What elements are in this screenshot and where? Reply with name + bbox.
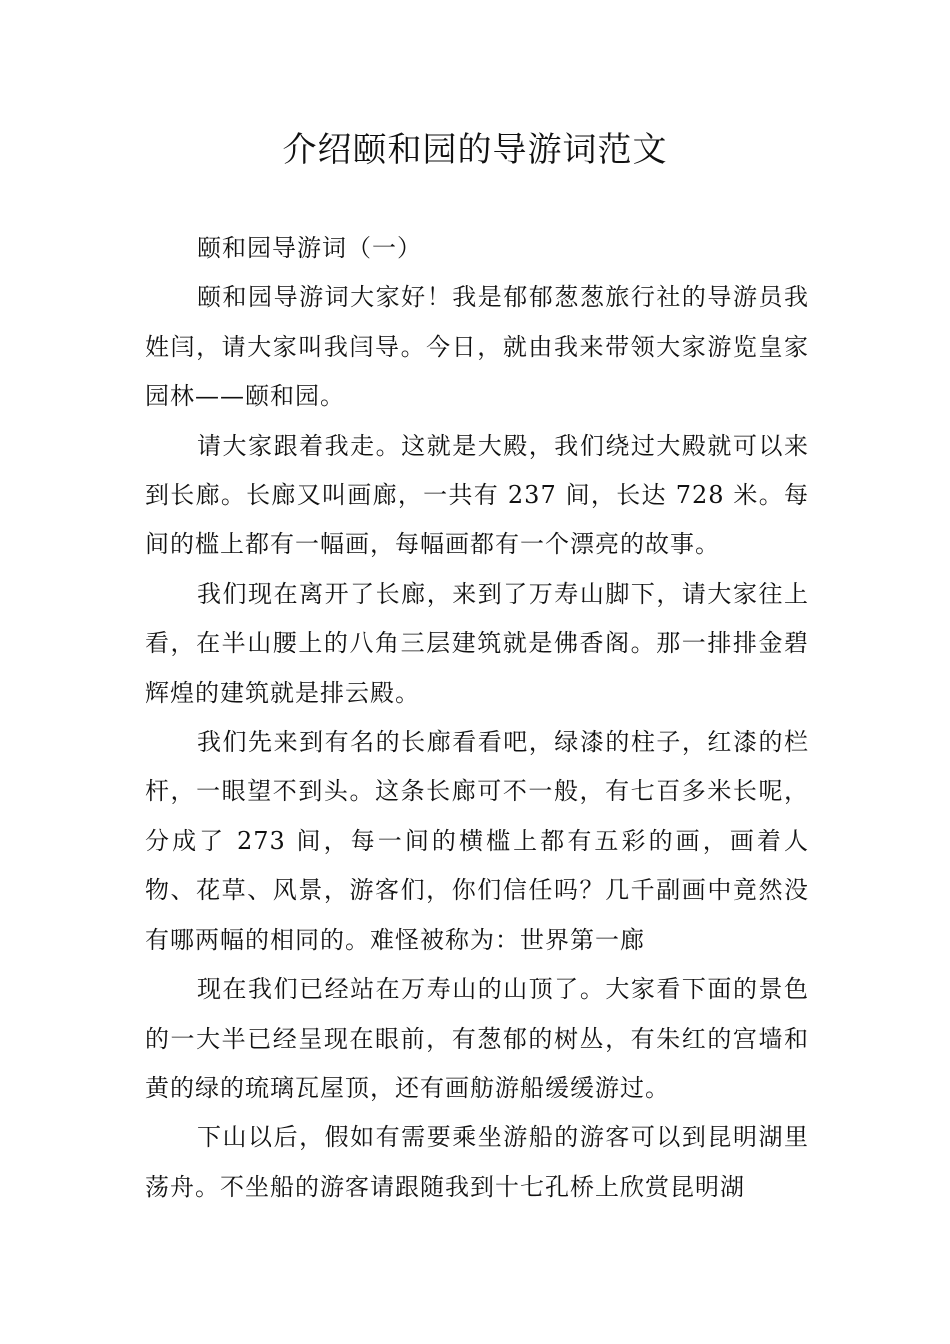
paragraph-greeting: 颐和园导游词大家好！我是郁郁葱葱旅行社的导游员我姓闫，请大家叫我闫导。今日，就由我来带领大家游览皇家园林——颐和园。 (145, 283, 809, 411)
document-title: 介绍颐和园的导游词范文 (282, 130, 668, 170)
paragraph-subtitle: 颐和园导游词（一） (197, 234, 422, 262)
paragraph-kunming-lake: 下山以后，假如有需要乘坐游船的游客可以到昆明湖里荡舟。不坐船的游客请跟随我到十七孔桥上欣赏昆明湖 (145, 1123, 809, 1201)
paragraph-hilltop-view: 现在我们已经站在万寿山的山顶了。大家看下面的景色的一大半已经呈现在眼前，有葱郁的树丛，有朱红的宫墙和黄的绿的琉璃瓦屋顶，还有画舫游船缓缓游过。 (145, 975, 809, 1102)
paragraph-corridor-intro: 请大家跟着我走。这就是大殿，我们绕过大殿就可以来到长廊。长廊又叫画廊，一共有 237 间，长达 728 米。每间的槛上都有一幅画，每幅画都有一个漂亮的故事。 (145, 431, 809, 559)
document-body (145, 224, 809, 1212)
paragraph-wanshou-hill: 我们现在离开了长廊，来到了万寿山脚下，请大家往上看，在半山腰上的八角三层建筑就是佛香阁。那一排排金碧辉煌的建筑就是排云殿。 (145, 579, 809, 707)
paragraph-long-corridor: 我们先来到有名的长廊看看吧，绿漆的柱子，红漆的栏杆，一眼望不到头。这条长廊可不一般，有七百多米长呢，分成了 273 间，每一间的横槛上都有五彩的画，画着人物、花草、风景，游客们，你们信任吗？几千副画中竟然没有哪两幅的相同的。难怪被称为：世界第一廊 (145, 728, 809, 954)
